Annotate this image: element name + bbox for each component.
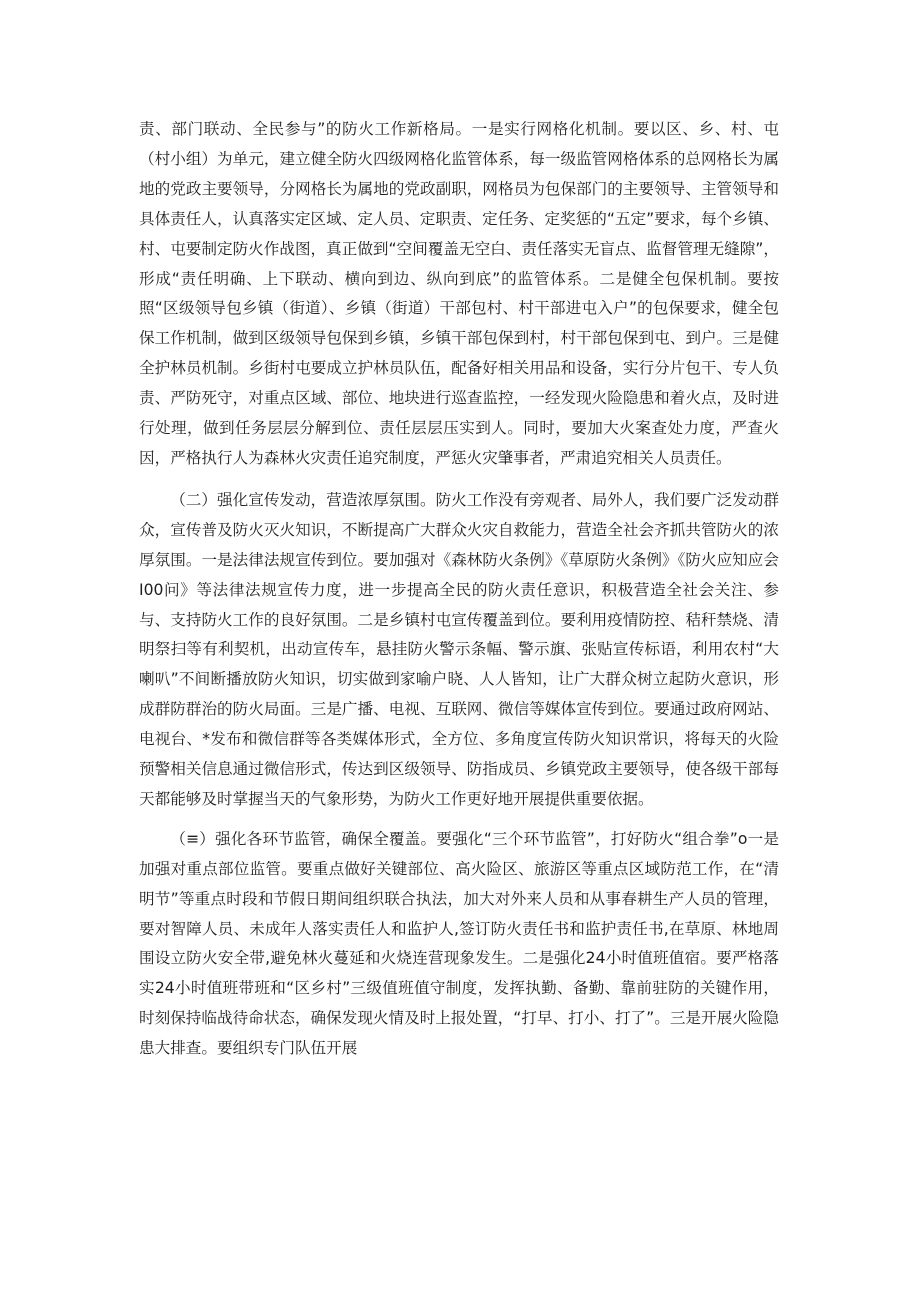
paragraph-grid-mechanism: 责、部门联动、全民参与”的防火工作新格局。一是实行网格化机制。要以区、乡、村、屯（村小组）为单元，建立健全防火四级网格化监管体系，每一级监管网格体系的总网格长为属地的党政主要领导，分网格长为属地的党政副职，网格员为包保部门的主要领导、主管领导和具体责任人，认真落实定区域、定人员、定职责、定任务、定奖惩的“五定”要求，每个乡镇、村、屯要制定防火作战图，真正做到“空间覆盖无空白、责任落实无盲点、监督管理无缝隙”，形成“责任明确、上下联动、横向到边、纵向到底”的监管体系。二是健全包保机制。要按照“区级领导包乡镇（街道）、乡镇（街道）干部包村、村干部进屯入户”的包保要求，健全包保工作机制，做到区级领导包保到乡镇，乡镇干部包保到村，村干部包保到屯、到户。三是健全护林员机制。乡街村屯要成立护林员队伍，配备好相关用品和设备，实行分片包干、专人负责、严防死守，对重点区域、部位、地块进行巡查监控，一经发现火险隐患和着火点，及时进行处理，做到任务层层分解到位、责任层层压实到人。同时，要加大火案查处力度，严查火因，严格执行人为森林火灾责任追究制度，严惩火灾肇事者，严肃追究相关人员责任。 — [139, 120, 779, 467]
paragraph-supervision: （≡）强化各环节监管，确保全覆盖。要强化“三个环节监管”，打好防火“组合拳”o一是加强对重点部位监管。要重点做好关键部位、高火险区、旅游区等重点区域防范工作，在“清明节”等重点时段和节假日期间组织联合执法，加大对外来人员和从事春耕生产人员的管理，要对智障人员、未成年人落实责任人和监护人,签订防火责任书和监护责任书,在草原、林地周围设立防火安全带,避免林火蔓延和火烧连营现象发生。二是强化24小时值班值宿。要严格落实24小时值班带班和“区乡村”三级值班值守制度，发挥执勤、备勤、靠前驻防的关键作用，时刻保持临战待命状态，确保发现火情及时上报处置，“打早、打小、打了”。三是开展火险隐患大排查。要组织专门队伍开展 — [139, 829, 779, 1058]
paragraph-publicity: （二）强化宣传发动，营造浓厚氛围。防火工作没有旁观者、局外人，我们要广泛发动群众，宣传普及防火灭火知识，不断提高广大群众火灾自救能力，营造全社会齐抓共管防火的浓厚氛围。一是法律法规宣传到位。要加强对《森林防火条例》《草原防火条例》《防火应知应会I00问》等法律法规宣传力度，进一步提高全民的防火责任意识，积极营造全社会关注、参与、支持防火工作的良好氛围。二是乡镇村屯宣传覆盖到位。要利用疫情防控、秸秆禁烧、清明祭扫等有利契机，出动宣传车，悬挂防火警示条幅、警示旗、张贴宣传标语，利用农村“大喇叭”不间断播放防火知识，切实做到家喻户晓、人人皆知，让广大群众树立起防火意识，形成群防群治的防火局面。三是广播、电视、互联网、微信等媒体宣传到位。要通过政府网站、电视台、*发布和微信群等各类媒体形式，全方位、多角度宣传防火知识常识，将每天的火险预警相关信息通过微信形式，传达到区级领导、防指成员、乡镇党政主要领导，使各级干部每天都能够及时掌握当天的气象形势，为防火工作更好地开展提供重要依据。 — [139, 490, 779, 808]
document-body — [139, 115, 779, 1064]
